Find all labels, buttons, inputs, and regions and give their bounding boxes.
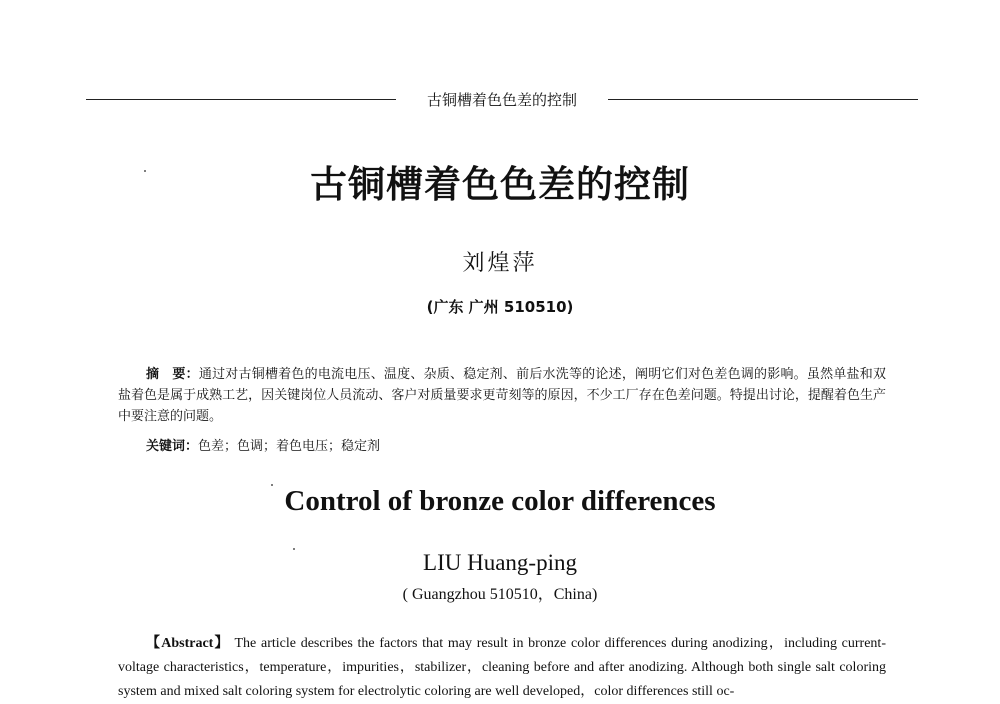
- scan-speck: [144, 170, 146, 172]
- running-head: [0, 89, 1000, 111]
- header-rule-right: [608, 99, 918, 100]
- abstract-chinese: [118, 364, 886, 427]
- abstract-label-english: 【Abstract】: [146, 636, 230, 651]
- abstract-text-english: The article describes the factors that may result in bronze color differences during anodizing，including current-voltage characteristics，temperature，impurities，stabilizer，cleaning before and after anodizing. Although both single salt coloring system and mixed salt coloring system for electrolytic coloring are well developed，color differences still oc-: [118, 636, 886, 699]
- keywords-label-chinese: 关键词：: [146, 439, 199, 454]
- header-rule-left: [86, 99, 396, 100]
- keywords-chinese: [146, 436, 886, 457]
- author-chinese: 刘煌萍: [462, 251, 538, 276]
- paper-title-chinese: 古铜槽着色色差的控制: [310, 163, 690, 206]
- abstract-text-chinese: 通过对古铜槽着色的电流电压、温度、杂质、稳定剂、前后水洗等的论述，阐明它们对色差色调的影响。虽然单盐和双盐着色是属于成熟工艺，因关键岗位人员流动、客户对质量要求更苛刻等的原因，不少工厂存在色差问题。特提出讨论，提醒着色生产中要注意的问题。: [118, 367, 886, 424]
- keywords-text-chinese: 色差；色调；着色电压；稳定剂: [198, 439, 381, 454]
- abstract-label-chinese: 摘 要：: [146, 367, 199, 382]
- running-head-title: 古铜槽着色色差的控制: [426, 91, 577, 109]
- affiliation-chinese: (广东 广州 510510): [426, 298, 574, 316]
- paper-title-english: Control of bronze color differences: [284, 485, 716, 517]
- scan-speck: [271, 484, 273, 486]
- abstract-english: [118, 632, 886, 704]
- affiliation-english: ( Guangzhou 510510，China): [402, 586, 598, 603]
- author-english: LIU Huang-ping: [423, 550, 577, 575]
- scan-speck: [293, 548, 295, 550]
